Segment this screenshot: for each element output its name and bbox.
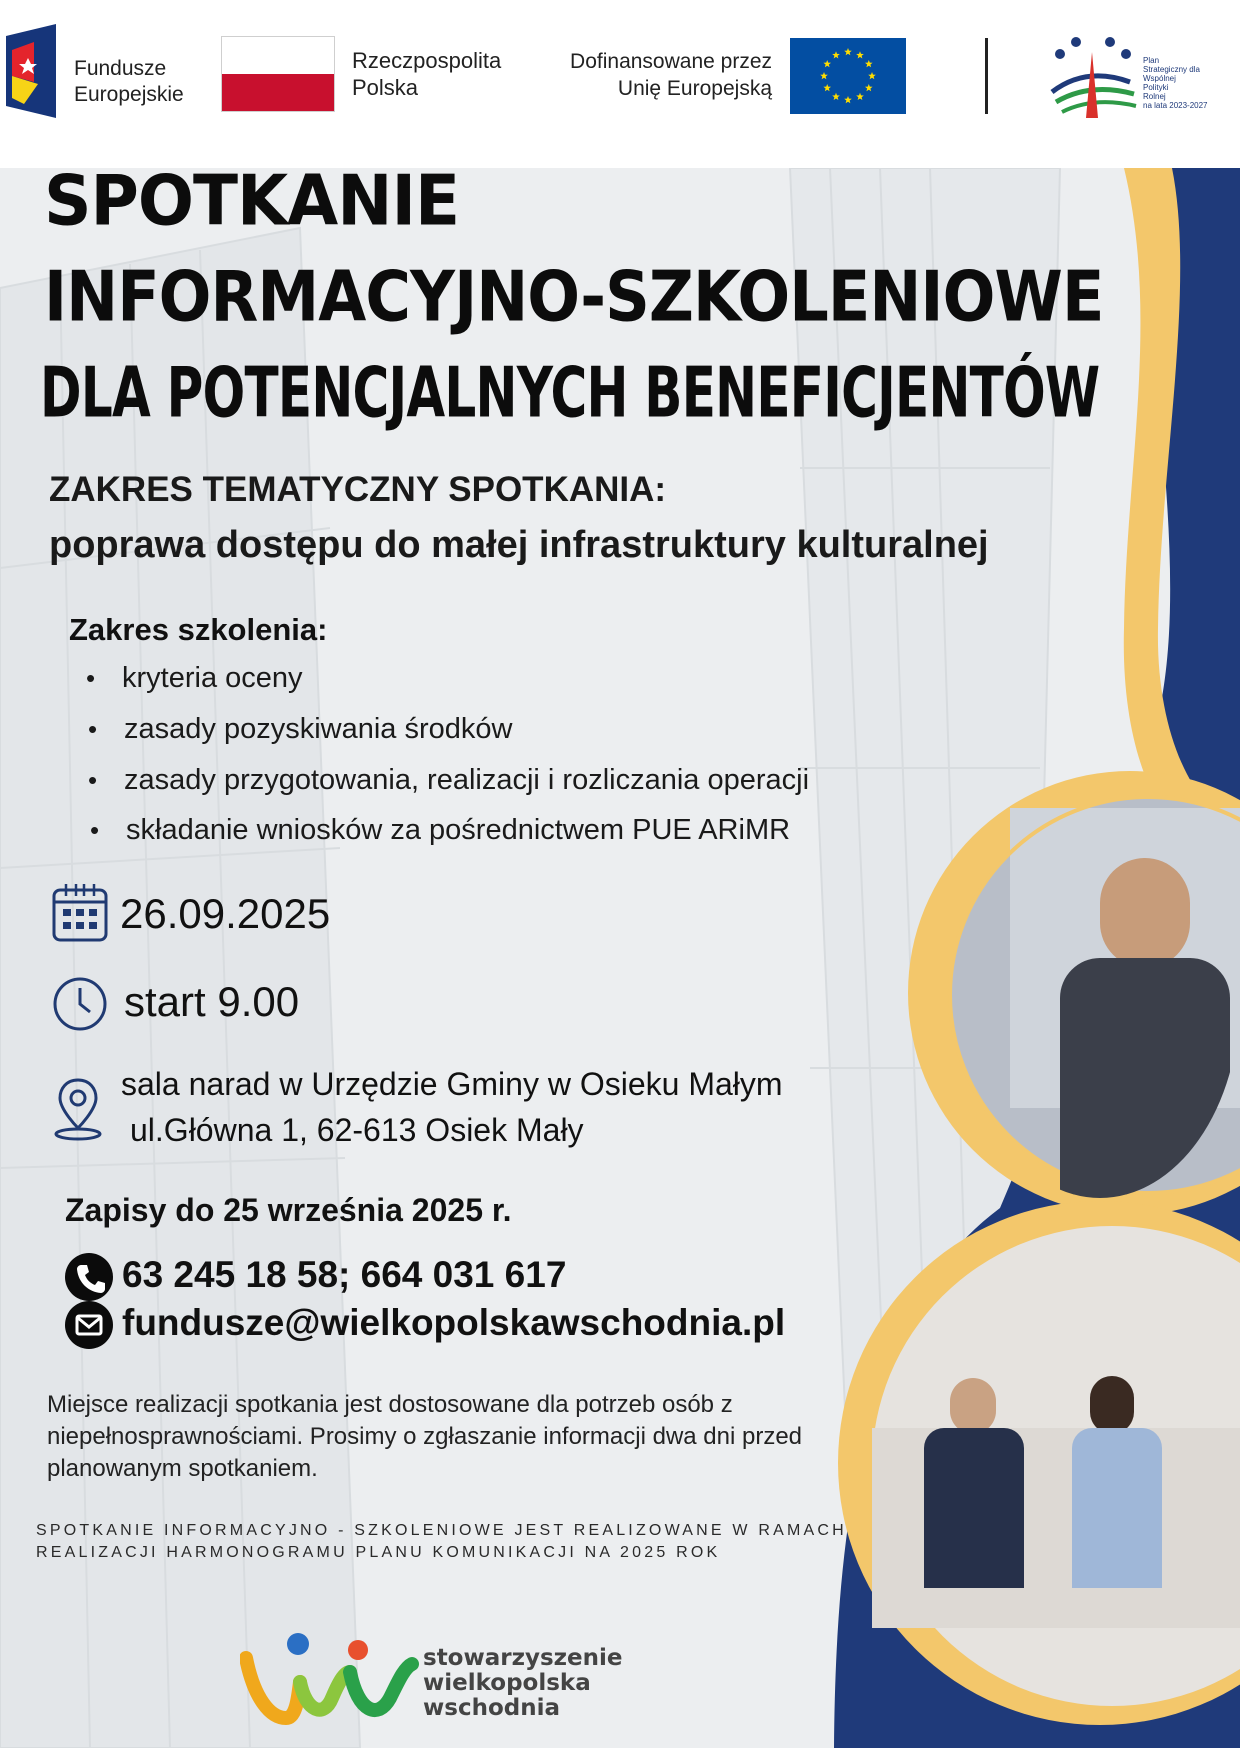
psp-line-5: Rolnej [1143, 92, 1166, 101]
topic-label: ZAKRES TEMATYCZNY SPOTKANIA: [49, 470, 667, 509]
eu-star-icon [823, 84, 831, 91]
fe-line-2: Europejskie [74, 83, 184, 106]
rp-line-2: Polska [352, 75, 419, 100]
eu-star-icon [844, 48, 852, 55]
eu-flag-icon [790, 38, 906, 114]
psp-line-4: Polityki [1143, 83, 1169, 92]
psp-line-6: na lata 2023-2027 [1143, 101, 1208, 110]
rp-line-1: Rzeczpospolita [352, 48, 502, 73]
plan-strategiczny-logo-icon [1046, 32, 1142, 118]
location-line-2: ul.Główna 1, 62-613 Osiek Mały [130, 1112, 584, 1148]
eu-star-icon [865, 60, 873, 67]
psp-line-2: Strategiczny dla [1143, 65, 1200, 74]
eu-star-icon [820, 72, 828, 79]
training-label: Zakres szkolenia: [69, 612, 328, 647]
eu-star-icon [832, 93, 840, 100]
org-name-line-2: wielkopolska [423, 1670, 591, 1696]
eu-star-icon [856, 51, 864, 58]
training-item: • zasady pozyskiwania środków [88, 713, 513, 745]
footer-note-line-1: SPOTKANIE INFORMACYJNO - SZKOLENIOWE JEST REALIZOWANE W RAMACH [36, 1522, 847, 1539]
psp-line-1: Plan [1143, 56, 1160, 65]
accessibility-note: Miejsce realizacji spotkania jest dostosowane dla potrzeb osób z niepełnosprawnościami. Prosimy o zgłaszanie informacji dwa dni przed planowanym spotkaniem. [47, 1391, 803, 1482]
event-date: 26.09.2025 [120, 890, 331, 937]
title-line-1: SPOTKANIE [44, 168, 460, 242]
training-item-text: zasady przygotowania, realizacji i rozliczania operacji [124, 764, 810, 796]
training-item-text: zasady pozyskiwania środków [124, 713, 513, 745]
stowarzyszenie-logo-icon [240, 1628, 420, 1728]
location-pin-icon [52, 1076, 104, 1142]
eu-line-1: Dofinansowane przez [570, 50, 772, 73]
training-item-text: kryteria oceny [122, 662, 303, 694]
fe-logo-text [74, 56, 184, 108]
topic-text: poprawa dostępu do małej infrastruktury kulturalnej [49, 524, 989, 566]
eu-star-icon [856, 93, 864, 100]
title-line-2: INFORMACYJNO-SZKOLENIOWE [44, 255, 1104, 338]
fe-line-1: Fundusze [74, 57, 167, 80]
title-line-3: DLA POTENCJALNYCH BENEFICJENTÓW [40, 351, 1100, 434]
seated-people-photo [900, 1268, 1240, 1628]
location-line-1: sala narad w Urzędzie Gminy w Osieku Małym [121, 1066, 783, 1102]
event-time: start 9.00 [124, 978, 300, 1025]
org-name-line-1: stowarzyszenie [423, 1645, 623, 1671]
mail-icon [65, 1301, 113, 1349]
handshake-photo [960, 798, 1240, 1198]
org-name [423, 1646, 623, 1721]
clock-icon [52, 976, 108, 1032]
eu-line-2: Unię Europejską [617, 77, 772, 100]
registration-deadline: Zapisy do 25 września 2025 r. [65, 1192, 512, 1228]
eu-star-icon [832, 51, 840, 58]
rp-logo-text [352, 47, 501, 101]
training-item-text: składanie wniosków za pośrednictwem PUE ARiMR [126, 814, 791, 846]
phone-icon [65, 1253, 113, 1301]
training-item: • zasady przygotowania, realizacji i rozliczania operacji [88, 764, 810, 796]
eu-star-icon [844, 96, 852, 103]
footer-note-line-2: REALIZACJI HARMONOGRAMU PLANU KOMUNIKACJI NA 2025 ROK [36, 1544, 721, 1561]
training-item: • składanie wniosków za pośrednictwem PUE ARiMR [90, 814, 791, 846]
calendar-icon [52, 882, 108, 942]
eu-star-icon [823, 60, 831, 67]
polish-flag-icon [221, 36, 335, 112]
eu-logo-text [540, 48, 772, 102]
org-name-line-3: wschodnia [423, 1695, 560, 1721]
training-item: • kryteria oceny [86, 662, 303, 694]
fundusze-europejskie-logo-icon [4, 22, 56, 120]
eu-star-icon [868, 72, 876, 79]
poster-body [0, 168, 1240, 1748]
email-address[interactable]: fundusze@wielkopolskawschodnia.pl [122, 1302, 786, 1343]
eu-star-icon [865, 84, 873, 91]
psp-line-3: Wspólnej [1143, 74, 1176, 83]
logo-bar [0, 0, 1240, 168]
phone-numbers[interactable]: 63 245 18 58; 664 031 617 [122, 1254, 567, 1295]
header-divider [985, 38, 988, 114]
psp-logo-text [1143, 56, 1208, 110]
